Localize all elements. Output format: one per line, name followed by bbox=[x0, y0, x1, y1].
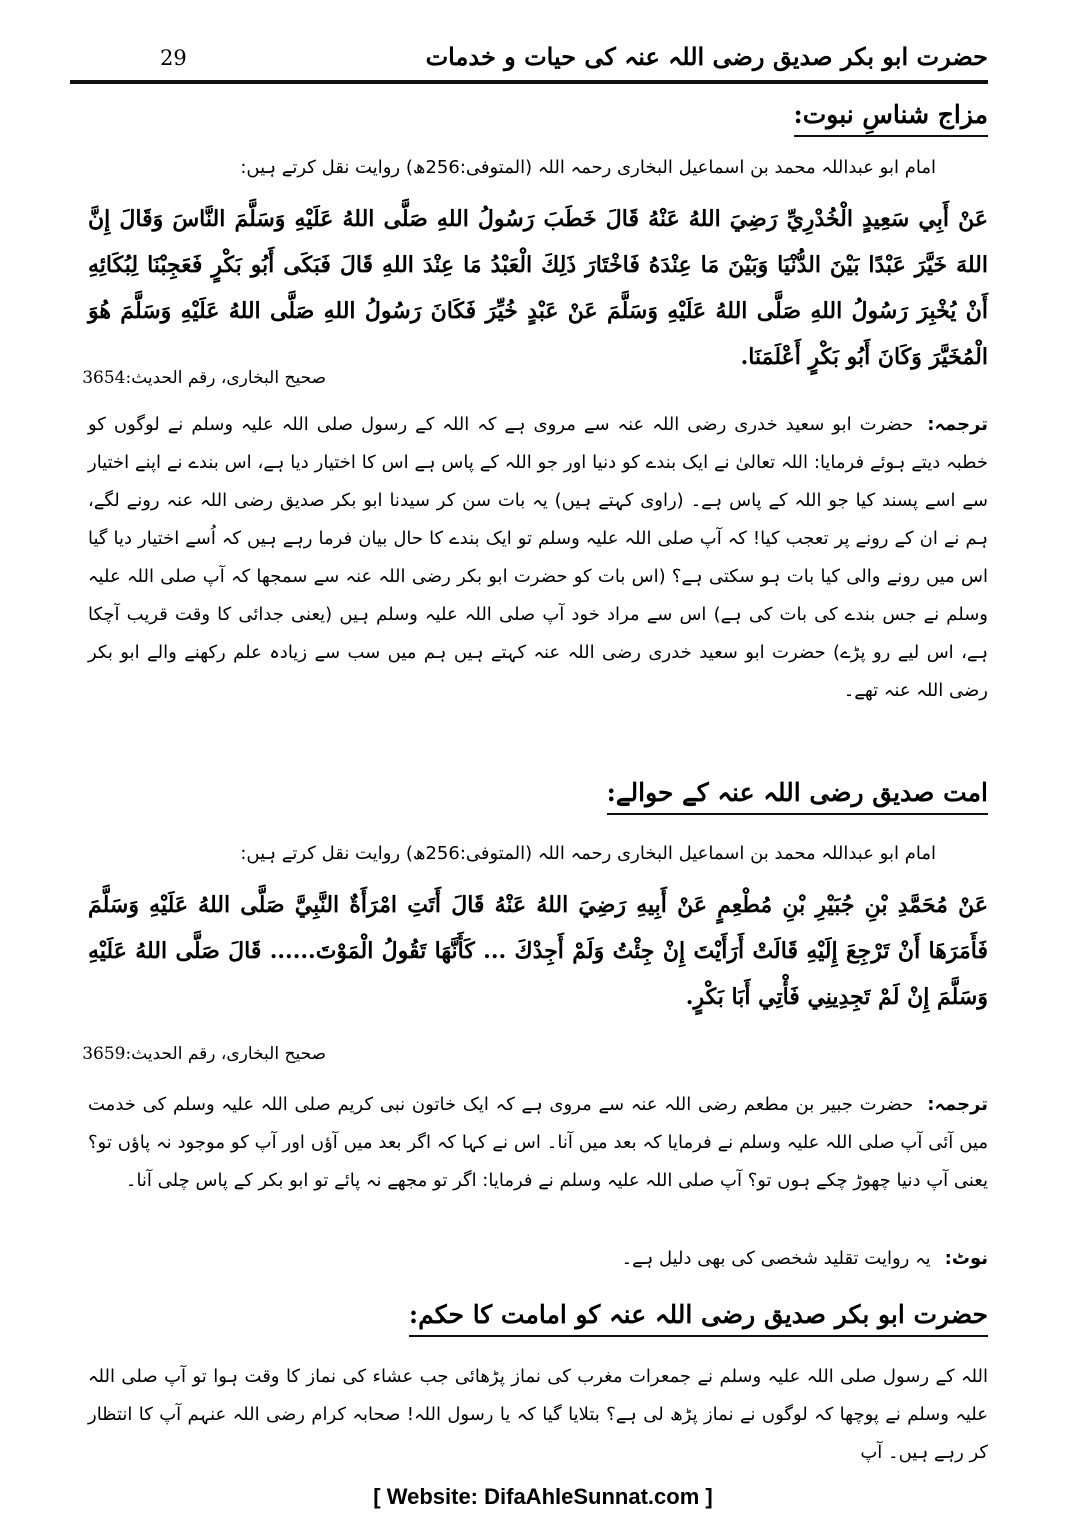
section-intro: امام ابو عبداللہ محمد بن اسماعیل البخاری رحمہ اللہ (المتوفی:256ھ) روایت نقل کرتے ہیں: bbox=[240, 843, 936, 864]
hadith-reference: صحیح البخاری، رقم الحدیث:3654 bbox=[82, 368, 326, 388]
arabic-hadith: عَنْ أَبِي سَعِيدٍ الْخُدْرِيِّ رَضِيَ اللهُ عَنْهُ قَالَ خَطَبَ رَسُولُ اللهِ صَلَّى اللهُ عَلَيْهِ وَسَلَّمَ النَّاسَ وَقَالَ إِنَّ اللهَ خَيَّرَ عَبْدًا بَيْنَ الدُّنْيَا وَبَيْنَ مَا عِنْدَهُ فَاخْتَارَ ذَلِكَ الْعَبْدُ مَا عِنْدَ اللهِ قَالَ فَبَكَى أَبُو بَكْرٍ فَعَجِبْنَا لِبُكَائِهِ أَنْ يُخْبِرَ رَسُولُ اللهِ صَلَّى اللهُ عَلَيْهِ وَسَلَّمَ عَنْ عَبْدٍ خُيِّرَ فَكَانَ رَسُولُ اللهِ صَلَّى اللهُ عَلَيْهِ وَسَلَّمَ هُوَ الْمُخَيَّرَ وَكَانَ أَبُو بَكْرٍ أَعْلَمَنَا. bbox=[88, 206, 988, 370]
translation-label: ترجمہ: bbox=[927, 414, 988, 435]
page-header bbox=[70, 40, 988, 80]
arabic-hadith: عَنْ مُحَمَّدِ بْنِ جُبَيْرِ بْنِ مُطْعِمٍ عَنْ أَبِيهِ رَضِيَ اللهُ عَنْهُ قَالَ أَتَتِ امْرَأَةٌ النَّبِيَّ صَلَّى اللهُ عَلَيْهِ وَسَلَّمَ فَأَمَرَهَا أَنْ تَرْجِعَ إِلَيْهِ قَالَتْ أَرَأَيْتَ إِنْ جِئْتُ وَلَمْ أَجِدْكَ ... كَأَنَّهَا تَقُولُ الْمَوْتَ...... قَالَ صَلَّى اللهُ عَلَيْهِ وَسَلَّمَ إِنْ لَمْ تَجِدِينِي فَأْتِي أَبَا بَكْرٍ. bbox=[88, 892, 988, 1010]
website-footer: [ Website: DifaAhleSunnat.com ] bbox=[373, 1484, 713, 1509]
section-body: اللہ کے رسول صلی اللہ علیہ وسلم نے جمعرات مغرب کی نماز پڑھائی جب عشاء کی نماز کا وقت ہوا تو آپ صلی اللہ علیہ وسلم نے پوچھا کہ لوگوں نے نماز پڑھ لی ہے؟ بتلایا گیا کہ یا رسول اللہ! صحابہ کرام رضی اللہ عنہم آپ کا انتظار کر رہے ہیں۔ آپ bbox=[88, 1366, 988, 1463]
translation-paragraph bbox=[88, 1086, 988, 1200]
section-heading-ummat: امت صدیق رضی اللہ عنہ کے حوالے: bbox=[607, 778, 988, 815]
translation-label: ترجمہ: bbox=[927, 1094, 988, 1115]
page-number: 29 bbox=[160, 46, 187, 70]
header-divider bbox=[70, 80, 988, 84]
section-heading-mizaj: مزاج شناسِ نبوت: bbox=[794, 100, 988, 137]
translation-text: حضرت جبیر بن مطعم رضی اللہ عنہ سے مروی ہے کہ ایک خاتون نبی کریم صلی اللہ علیہ وسلم کی خدمت میں آئی آپ صلی اللہ علیہ وسلم نے فرمایا کہ بعد میں آنا۔ اس نے کہا کہ اگر بعد میں آؤں اور آپ کو موجود نہ پاؤں تو؟ یعنی آپ دنیا چھوڑ چکے ہوں تو؟ آپ صلی اللہ علیہ وسلم نے فرمایا: اگر تو مجھے نہ پائے تو ابو بکر کے پاس چلی آنا۔ bbox=[88, 1094, 988, 1191]
book-title: حضرت ابو بکر صدیق رضی اللہ عنہ کی حیات و خدمات bbox=[425, 42, 988, 71]
note-label: نوٹ: bbox=[944, 1248, 988, 1269]
section-intro: امام ابو عبداللہ محمد بن اسماعیل البخاری رحمہ اللہ (المتوفی:256ھ) روایت نقل کرتے ہیں: bbox=[240, 157, 936, 178]
hadith-reference: صحیح البخاری، رقم الحدیث:3659 bbox=[82, 1044, 326, 1064]
note-text: یہ روایت تقلید شخصی کی بھی دلیل ہے۔ bbox=[621, 1248, 931, 1269]
note-paragraph bbox=[88, 1240, 988, 1278]
section-heading-imamat: حضرت ابو بکر صدیق رضی اللہ عنہ کو امامت کا حکم: bbox=[409, 1300, 988, 1337]
translation-text: حضرت ابو سعید خدری رضی اللہ عنہ سے مروی ہے کہ اللہ کے رسول صلی اللہ علیہ وسلم نے لوگوں کو خطبہ دیتے ہوئے فرمایا: اللہ تعالیٰ نے ایک بندے کو دنیا اور جو اللہ کے پاس ہے اس کا اختیار دیا ہے، اس بندے نے اپنے اختیار سے اسے پسند کیا جو اللہ کے پاس ہے۔ (راوی کہتے ہیں) یہ بات سن کر سیدنا ابو بکر صدیق رضی اللہ عنہ رونے لگے، ہم نے ان کے رونے پر تعجب کیا! کہ آپ صلی اللہ علیہ وسلم تو ایک بندے کا حال بیان فرما رہے ہیں کہ اُسے اختیار دیا گیا اس میں رونے والی کیا بات ہو سکتی ہے؟ (اس بات کو حضرت ابو بکر رضی اللہ عنہ سے سمجھا کہ آپ صلی اللہ علیہ وسلم نے جس بندے کی بات کی ہے) اس سے مراد خود آپ صلی اللہ علیہ وسلم ہیں (یعنی جدائی کا وقت قریب آچکا ہے، اس لیے رو پڑے) حضرت ابو سعید خدری رضی اللہ عنہ کہتے ہیں ہم میں سب سے زیادہ علم رکھنے والے ابو بکر رضی اللہ عنہ تھے۔ bbox=[88, 414, 988, 701]
translation-paragraph bbox=[88, 406, 988, 710]
